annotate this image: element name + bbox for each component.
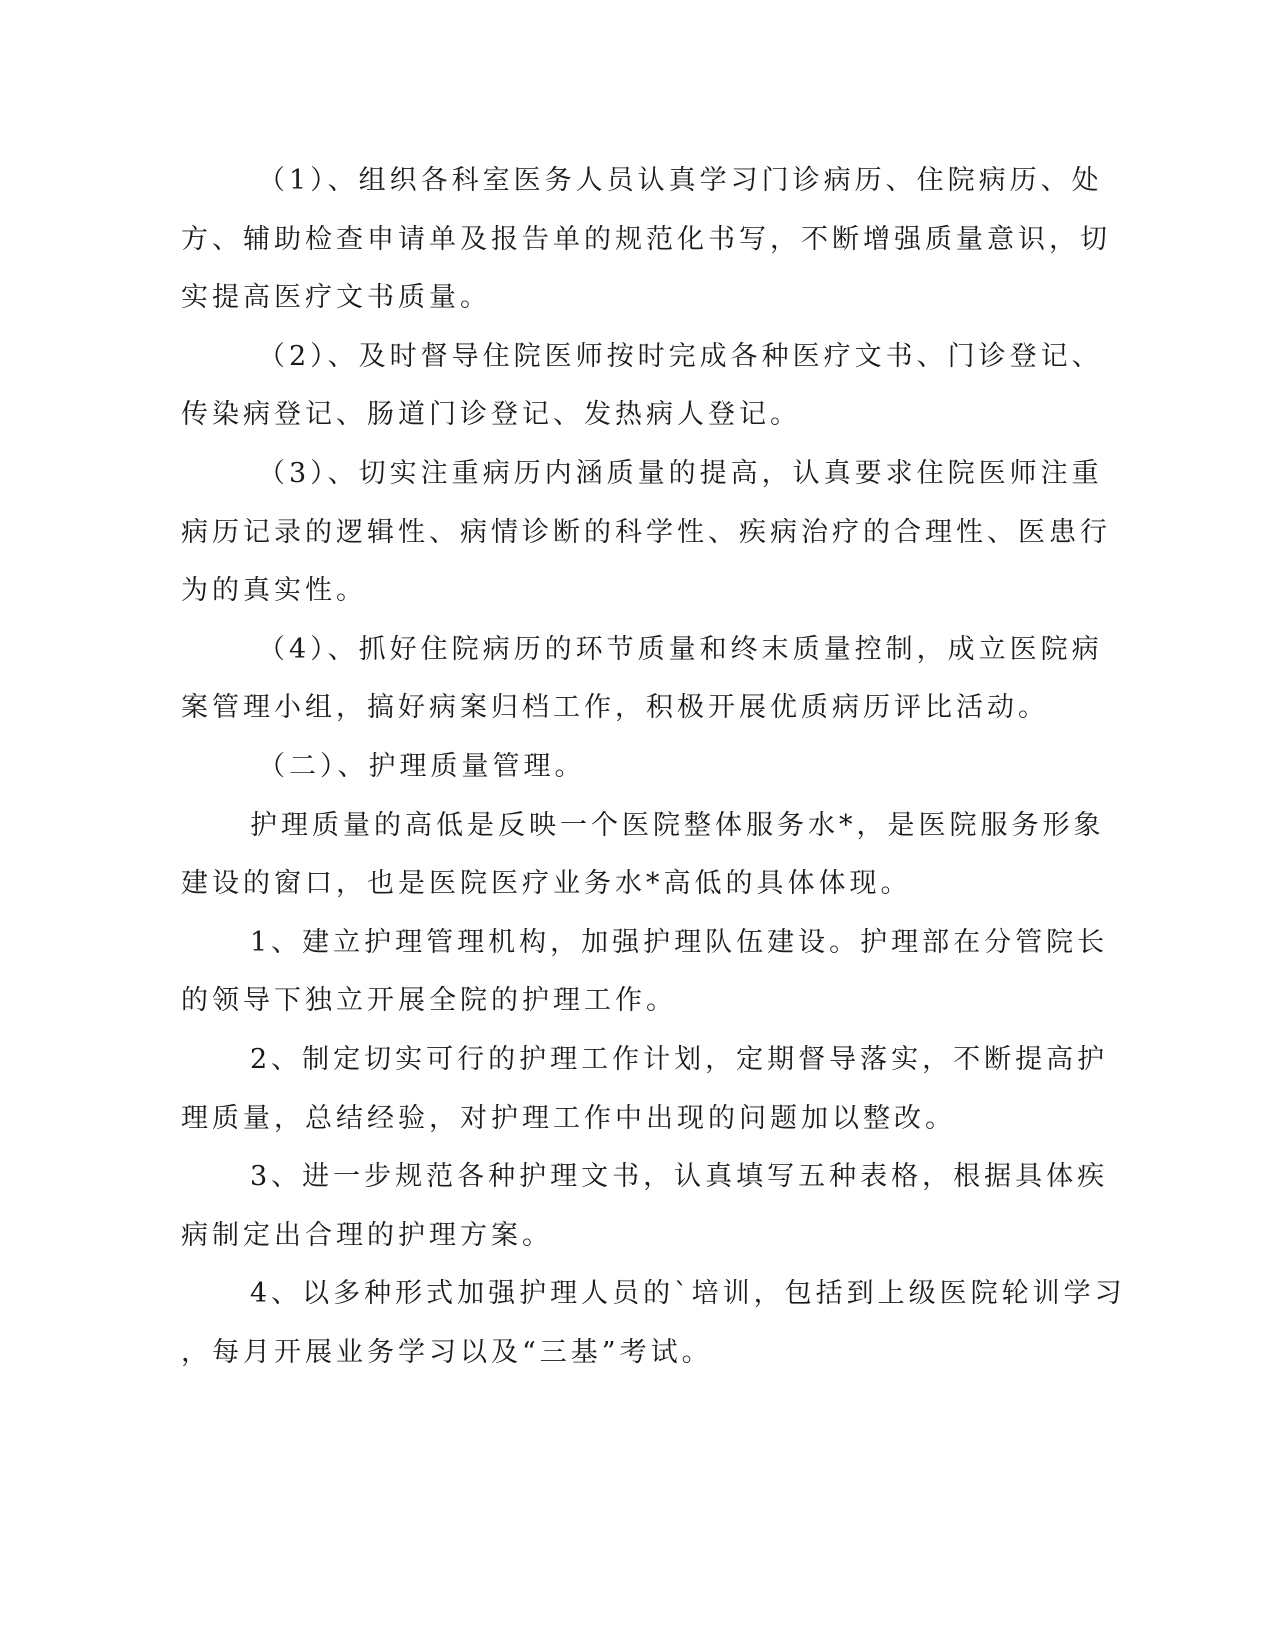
paragraph-line: 实提高医疗文书质量。	[181, 282, 491, 313]
paragraph-line: 理质量，总结经验，对护理工作中出现的问题加以整改。	[181, 1103, 956, 1134]
paragraph-line: 传染病登记、肠道门诊登记、发热病人登记。	[181, 399, 801, 430]
paragraph-line: （1）、组织各科室医务人员认真学习门诊病历、住院病历、处	[258, 165, 1103, 196]
paragraph-line: 2、制定切实可行的护理工作计划，定期督导落实，不断提高护	[250, 1044, 1109, 1075]
paragraph-line: 护理质量的高低是反映一个医院整体服务水*，是医院服务形象	[250, 810, 1105, 841]
paragraph-line: ，每月开展业务学习以及“三基”考试。	[181, 1337, 713, 1368]
paragraph-line: 案管理小组，搞好病案归档工作，积极开展优质病历评比活动。	[181, 692, 1049, 723]
paragraph-line: 病制定出合理的护理方案。	[181, 1220, 553, 1251]
paragraph-line: 的领导下独立开展全院的护理工作。	[181, 985, 677, 1016]
paragraph-line: 4、以多种形式加强护理人员的`培训，包括到上级医院轮训学习	[250, 1278, 1126, 1309]
paragraph-line: 3、进一步规范各种护理文书，认真填写五种表格，根据具体疾	[250, 1161, 1109, 1192]
paragraph-line: （2）、及时督导住院医师按时完成各种医疗文书、门诊登记、	[258, 341, 1103, 372]
paragraph-line: 病历记录的逻辑性、病情诊断的科学性、疾病治疗的合理性、医患行	[181, 517, 1111, 548]
paragraph-line: （3）、切实注重病历内涵质量的提高，认真要求住院医师注重	[258, 458, 1103, 489]
section-heading: （二）、护理质量管理。	[258, 751, 586, 782]
paragraph-line: 1、建立护理管理机构，加强护理队伍建设。护理部在分管院长	[250, 927, 1109, 958]
paragraph-line: 方、辅助检查申请单及报告单的规范化书写，不断增强质量意识，切	[181, 224, 1111, 255]
paragraph-line: 建设的窗口，也是医院医疗业务水*高低的具体体现。	[181, 868, 912, 899]
paragraph-line: （4）、抓好住院病历的环节质量和终末质量控制，成立医院病	[258, 634, 1103, 665]
paragraph-line: 为的真实性。	[181, 575, 367, 606]
